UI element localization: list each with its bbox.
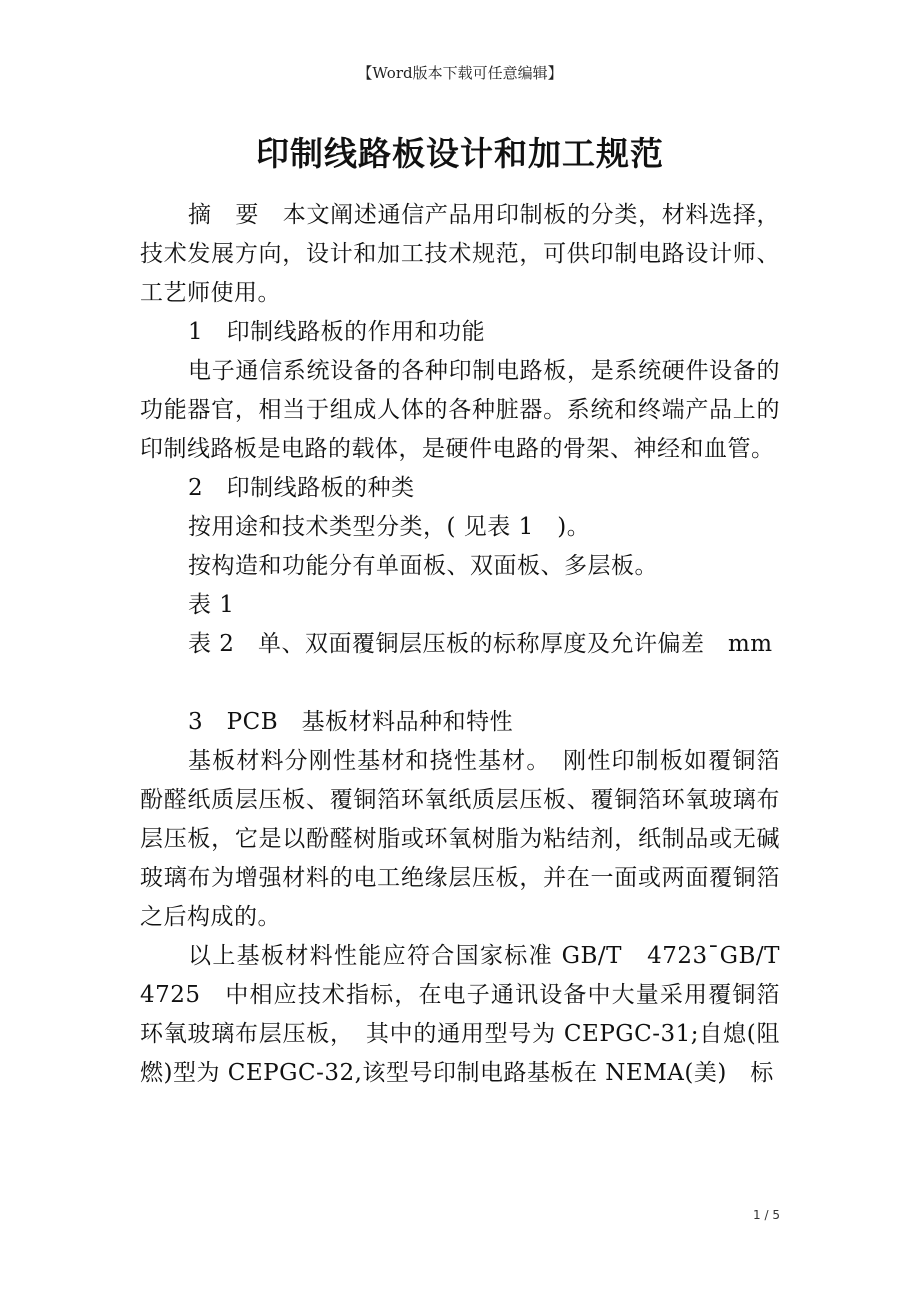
table-2-caption: 表 2 单、双面覆铜层压板的标称厚度及允许偏差 mm — [188, 631, 773, 657]
abstract-paragraph: 摘 要 本文阐述通信产品用印制板的分类，材料选择，技术发展方向，设计和加工技术规范，可供印制电路设计师、工艺师使用。 — [140, 202, 780, 306]
document-title: 印制线路板设计和加工规范 — [256, 134, 664, 173]
section-1-paragraph: 电子通信系统设备的各种印制电路板，是系统硬件设备的功能器官，相当于组成人体的各种脏器。系统和终端产品上的印制线路板是电路的载体，是硬件电路的骨架、神经和血管。 — [140, 358, 780, 462]
structure-note: 按构造和功能分有单面板、双面板、多层板。 — [188, 553, 658, 579]
standards-paragraph: 以上基板材料性能应符合国家标准 GB/T 4723¯GB/T 4725 中相应技术指标，在电子通讯设备中大量采用覆铜箔环氧玻璃布层压板， 其中的通用型号为 CEPGC-31;自熄(阻燃)型为 CEPGC-32,该型号印制电路基板在 NEMA(美) 标 — [140, 943, 804, 1086]
section-heading-3: 3 PCB 基板材料品种和特性 — [188, 709, 514, 735]
classification-note: 按用途和技术类型分类，( 见表 1 )。 — [188, 514, 591, 540]
document-body — [140, 196, 804, 1093]
blank-line — [140, 664, 780, 703]
page-number: 1 / 5 — [753, 1208, 780, 1222]
download-note: 【Word版本下载可任意编辑】 — [357, 64, 563, 82]
section-heading-1: 1 印制线路板的作用和功能 — [188, 319, 486, 345]
table-1-caption: 表 1 — [188, 592, 235, 618]
section-heading-2: 2 印制线路板的种类 — [188, 475, 415, 501]
section-3-paragraph: 基板材料分刚性基材和挠性基材。 刚性印制板如覆铜箔酚醛纸质层压板、覆铜箔环氧纸质层压板、覆铜箔环氧玻璃布层压板，它是以酚醛树脂或环氧树脂为粘结剂，纸制品或无碱玻璃布为增强材料的电工绝缘层压板，并在一面或两面覆铜箔之后构成的。 — [140, 748, 780, 930]
